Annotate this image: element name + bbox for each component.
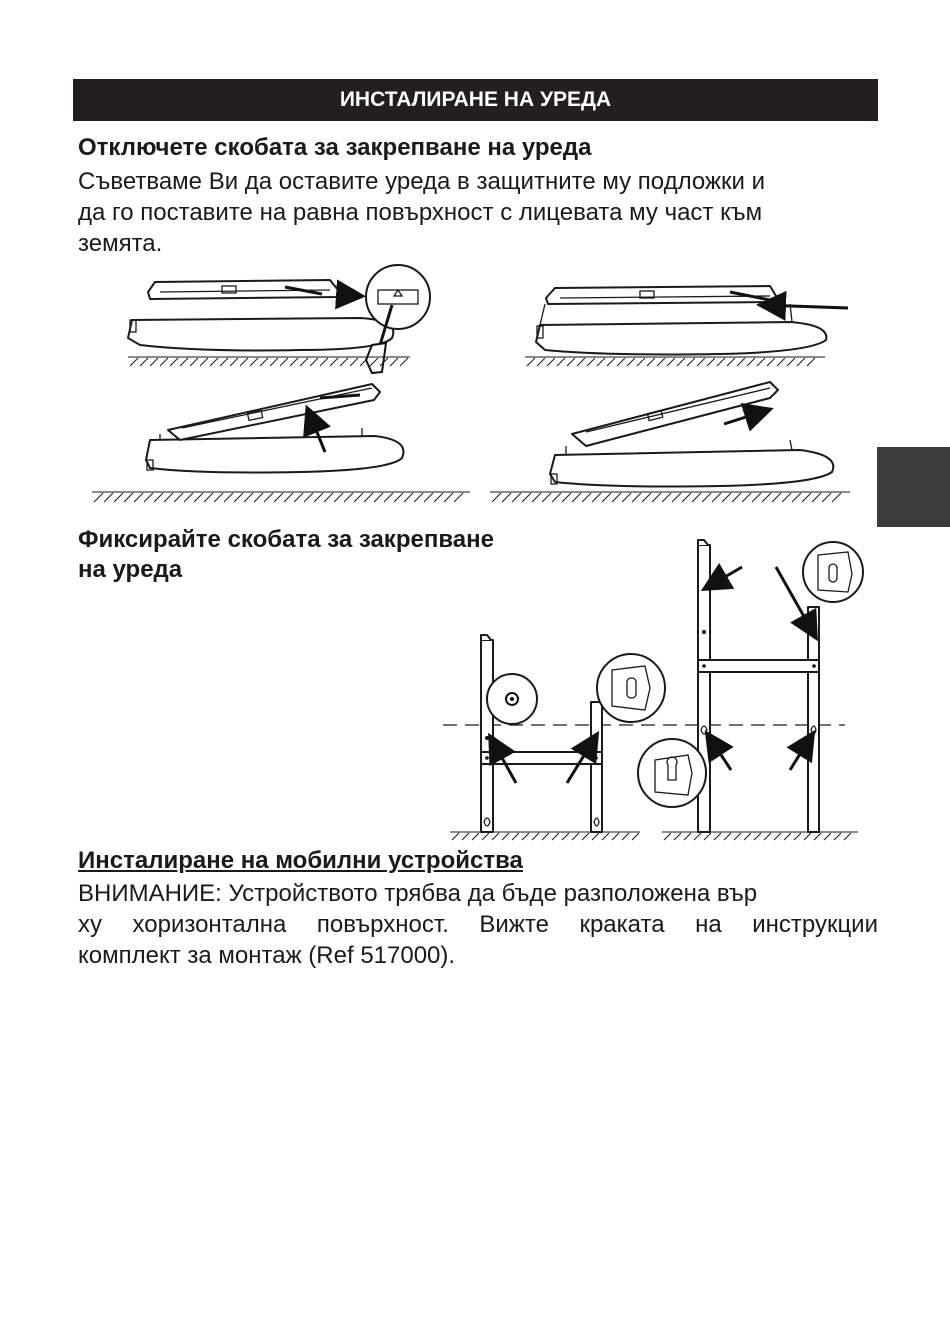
text-line: комплект за монтаж (Ref 517000). <box>78 942 456 969</box>
text-line: да го поставите на равна повърхност с лицевата му част към <box>78 199 763 226</box>
text-line: Съветваме Ви да оставите уреда в защитните му подложки и <box>78 168 765 195</box>
unlock-figure-release <box>550 382 833 487</box>
unlock-figure-slide <box>536 286 848 355</box>
bracket-frame-tall <box>638 540 863 832</box>
heading-line: Фиксирайте скобата за закрепване <box>78 526 494 553</box>
text-line: ху хоризонтална повърхност. Вижте краката на инструкции <box>78 911 878 938</box>
unlock-bracket-heading: Отключете скобата за закрепване на уреда <box>78 134 592 161</box>
mobile-install-heading: Инсталиране на мобилни устройства <box>78 847 523 874</box>
section-title: ИНСТАЛИРАНЕ НА УРЕДА <box>339 88 612 111</box>
heading-line: на уреда <box>78 556 183 583</box>
text-line: ВНИМАНИЕ: Устройството трябва да бъде разположена вър <box>78 880 758 907</box>
bracket-frame-small <box>481 635 665 832</box>
text-line: земята. <box>78 230 163 257</box>
unlock-figure-lift <box>146 384 403 473</box>
